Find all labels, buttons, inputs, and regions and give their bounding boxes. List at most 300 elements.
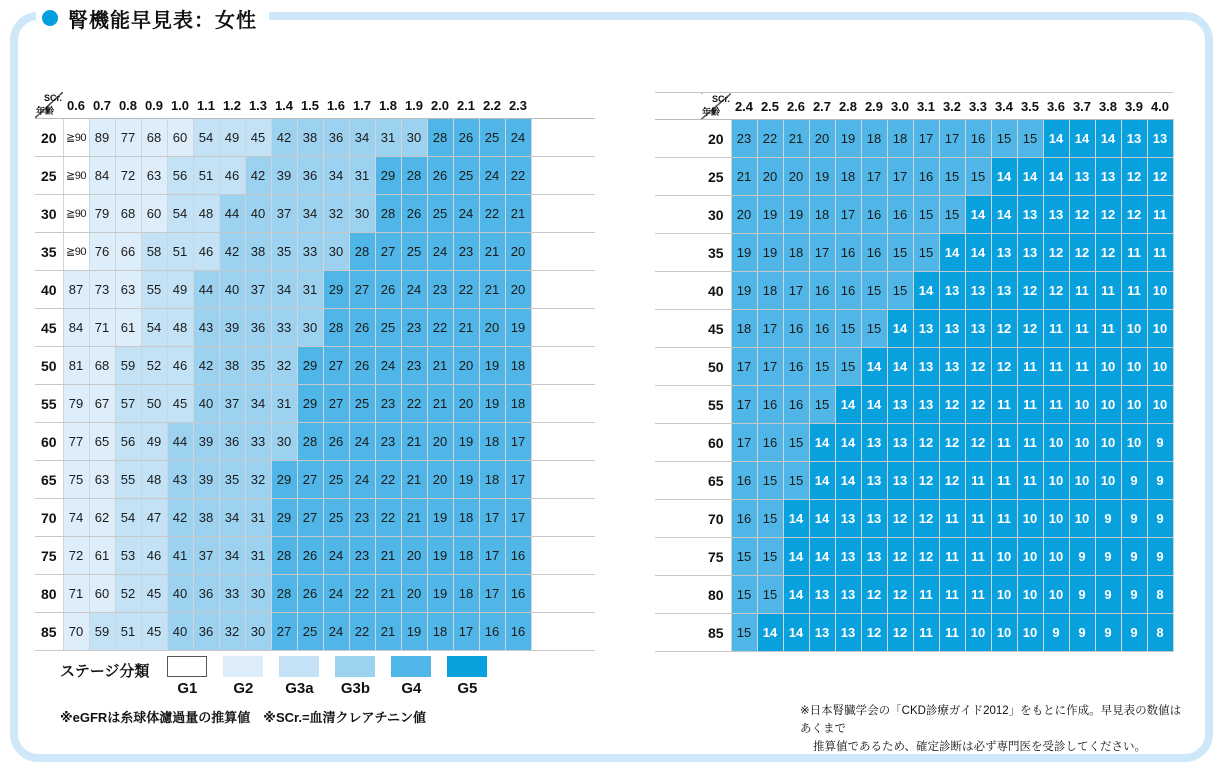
egfr-cell: 28	[271, 575, 297, 613]
table-row	[35, 347, 595, 385]
egfr-cell: 14	[991, 158, 1017, 196]
egfr-cell: 52	[141, 347, 167, 385]
egfr-cell: 15	[835, 310, 861, 348]
egfr-cell: 11	[1095, 310, 1121, 348]
egfr-cell: 34	[323, 157, 349, 195]
egfr-cell: 14	[861, 386, 887, 424]
egfr-cell: 22	[375, 499, 401, 537]
egfr-cell: 35	[271, 233, 297, 271]
egfr-cell: 18	[453, 499, 479, 537]
egfr-cell: 13	[835, 538, 861, 576]
egfr-cell: 25	[375, 309, 401, 347]
age-label: 35	[35, 233, 63, 271]
egfr-cell: 15	[1017, 120, 1043, 158]
egfr-cell: 13	[1017, 196, 1043, 234]
table-row	[35, 461, 595, 499]
egfr-cell: 13	[1069, 158, 1095, 196]
egfr-cell: 10	[1147, 386, 1173, 424]
scr-column-header: 3.6	[1043, 93, 1069, 120]
egfr-cell: 11	[1043, 348, 1069, 386]
egfr-cell: 18	[835, 158, 861, 196]
scr-column-header: 3.8	[1095, 93, 1121, 120]
scr-column-header: 1.9	[401, 92, 427, 119]
table-row	[655, 386, 1173, 424]
row-extension-line	[531, 423, 595, 461]
egfr-cell: 21	[731, 158, 757, 196]
egfr-cell: 13	[861, 500, 887, 538]
egfr-cell: 11	[1017, 348, 1043, 386]
egfr-cell: 32	[245, 461, 271, 499]
egfr-cell: 40	[245, 195, 271, 233]
egfr-cell: 15	[965, 158, 991, 196]
egfr-cell: 11	[939, 614, 965, 652]
egfr-cell: 21	[401, 423, 427, 461]
age-label: 30	[701, 196, 731, 234]
table-row	[655, 120, 1173, 158]
egfr-cell: 18	[505, 347, 531, 385]
egfr-cell: 11	[939, 500, 965, 538]
scr-column-header: 0.7	[89, 92, 115, 119]
egfr-cell: 18	[453, 537, 479, 575]
scr-column-header: 3.5	[1017, 93, 1043, 120]
egfr-cell: 20	[809, 120, 835, 158]
egfr-cell: 63	[115, 271, 141, 309]
egfr-cell: 23	[427, 271, 453, 309]
egfr-cell: 14	[913, 272, 939, 310]
scr-column-header: 2.2	[479, 92, 505, 119]
egfr-cell: 12	[887, 614, 913, 652]
egfr-cell: 10	[1121, 348, 1147, 386]
egfr-cell: 46	[167, 347, 193, 385]
egfr-cell: 15	[939, 196, 965, 234]
table-row	[35, 233, 595, 271]
egfr-cell: 56	[115, 423, 141, 461]
egfr-cell: 15	[783, 424, 809, 462]
egfr-cell: 11	[991, 462, 1017, 500]
egfr-cell: 10	[1069, 424, 1095, 462]
egfr-cell: 11	[1147, 234, 1173, 272]
legend-swatch-g5	[447, 656, 487, 677]
egfr-lookup-table	[35, 92, 595, 651]
age-label: 25	[701, 158, 731, 196]
egfr-cell: 10	[965, 614, 991, 652]
egfr-cell: 18	[757, 272, 783, 310]
egfr-cell: 14	[757, 614, 783, 652]
legend-label-g4: G4	[401, 680, 422, 697]
egfr-cell: 16	[783, 310, 809, 348]
egfr-cell: 61	[115, 309, 141, 347]
egfr-cell: 34	[219, 537, 245, 575]
egfr-cell: 15	[913, 234, 939, 272]
egfr-cell: 13	[913, 310, 939, 348]
egfr-cell: 14	[783, 500, 809, 538]
row-extension-line	[655, 120, 701, 158]
egfr-cell: 35	[245, 347, 271, 385]
egfr-cell: 72	[115, 157, 141, 195]
egfr-cell: 11	[1095, 272, 1121, 310]
egfr-cell: 9	[1069, 614, 1095, 652]
egfr-cell: 33	[245, 423, 271, 461]
row-extension-line	[655, 614, 701, 652]
egfr-cell: 10	[1043, 462, 1069, 500]
egfr-cell: 37	[271, 195, 297, 233]
egfr-cell: 19	[783, 196, 809, 234]
egfr-cell: 11	[1017, 424, 1043, 462]
egfr-cell: 45	[141, 613, 167, 651]
egfr-cell: 11	[913, 576, 939, 614]
egfr-cell: 40	[167, 575, 193, 613]
egfr-cell: 11	[1043, 386, 1069, 424]
row-extension-line	[531, 499, 595, 537]
egfr-cell: 18	[887, 120, 913, 158]
table-row	[655, 538, 1173, 576]
egfr-cell: 21	[783, 120, 809, 158]
row-extension-line	[655, 310, 701, 348]
egfr-cell: 17	[757, 310, 783, 348]
row-extension-line	[655, 576, 701, 614]
egfr-cell: 15	[913, 196, 939, 234]
legend-label-g2: G2	[233, 680, 254, 697]
egfr-cell: 14	[965, 234, 991, 272]
egfr-cell: 31	[271, 385, 297, 423]
egfr-cell: 12	[991, 310, 1017, 348]
row-extension-line	[655, 272, 701, 310]
egfr-cell: 14	[939, 234, 965, 272]
egfr-cell: 16	[913, 158, 939, 196]
egfr-cell: 17	[505, 423, 531, 461]
egfr-cell: 15	[757, 538, 783, 576]
egfr-cell: 15	[757, 500, 783, 538]
egfr-cell: 29	[375, 157, 401, 195]
stage-legend-items	[167, 656, 503, 697]
egfr-cell: 28	[375, 195, 401, 233]
egfr-cell: 28	[271, 537, 297, 575]
egfr-cell: 23	[401, 309, 427, 347]
egfr-cell: 45	[141, 575, 167, 613]
egfr-cell: 14	[965, 196, 991, 234]
egfr-cell: 13	[939, 348, 965, 386]
egfr-cell: 13	[965, 310, 991, 348]
egfr-cell: 13	[809, 614, 835, 652]
egfr-cell: 59	[89, 613, 115, 651]
egfr-cell: 12	[1147, 158, 1173, 196]
row-extension-line	[531, 575, 595, 613]
egfr-cell: 17	[505, 461, 531, 499]
egfr-cell: 49	[141, 423, 167, 461]
egfr-cell: 66	[115, 233, 141, 271]
egfr-cell: 20	[757, 158, 783, 196]
egfr-cell: 13	[1095, 158, 1121, 196]
egfr-cell: 9	[1043, 614, 1069, 652]
egfr-cell: 23	[731, 120, 757, 158]
egfr-cell: 54	[115, 499, 141, 537]
egfr-cell: 22	[401, 385, 427, 423]
egfr-cell: 17	[809, 234, 835, 272]
egfr-cell: 62	[89, 499, 115, 537]
egfr-cell: 17	[453, 613, 479, 651]
egfr-cell: 21	[479, 271, 505, 309]
egfr-cell: 25	[297, 613, 323, 651]
egfr-cell: 14	[1043, 120, 1069, 158]
egfr-cell: 28	[427, 119, 453, 157]
egfr-cell: 12	[1017, 272, 1043, 310]
egfr-cell: 20	[427, 423, 453, 461]
egfr-cell: 54	[167, 195, 193, 233]
egfr-cell: 42	[245, 157, 271, 195]
egfr-cell: 10	[1147, 310, 1173, 348]
legend-item-g4	[391, 656, 431, 697]
egfr-cell: 24	[349, 423, 375, 461]
egfr-cell: 48	[193, 195, 219, 233]
egfr-cell: 21	[427, 385, 453, 423]
legend-item-g3b	[335, 656, 375, 697]
table-row	[655, 272, 1173, 310]
row-extension-line	[531, 92, 595, 119]
egfr-cell: 9	[1121, 500, 1147, 538]
egfr-cell: 22	[375, 461, 401, 499]
egfr-cell: 15	[861, 272, 887, 310]
egfr-cell: 30	[297, 309, 323, 347]
egfr-cell: 16	[783, 386, 809, 424]
egfr-cell: 72	[63, 537, 89, 575]
scr-column-header: 1.8	[375, 92, 401, 119]
page-title	[36, 0, 269, 36]
egfr-cell: 22	[453, 271, 479, 309]
age-label: 70	[35, 499, 63, 537]
scr-column-header: 3.1	[913, 93, 939, 120]
egfr-cell: 40	[219, 271, 245, 309]
egfr-cell: 31	[349, 157, 375, 195]
egfr-cell: ≧90	[63, 119, 89, 157]
scr-column-header: 1.0	[167, 92, 193, 119]
egfr-cell: 30	[349, 195, 375, 233]
egfr-cell: 40	[167, 613, 193, 651]
age-label: 70	[701, 500, 731, 538]
egfr-cell: 11	[1069, 310, 1095, 348]
page-title-text: 腎機能早見表：女性	[68, 9, 257, 32]
egfr-cell: 22	[505, 157, 531, 195]
legend-item-g1	[167, 656, 207, 697]
egfr-cell: 28	[349, 233, 375, 271]
egfr-cell: 28	[323, 309, 349, 347]
egfr-cell: 12	[965, 348, 991, 386]
age-label: 20	[701, 120, 731, 158]
age-label: 50	[35, 347, 63, 385]
egfr-cell: 14	[809, 424, 835, 462]
egfr-cell: 21	[375, 537, 401, 575]
egfr-cell: 13	[1147, 120, 1173, 158]
scr-column-header: 3.0	[887, 93, 913, 120]
egfr-cell: 37	[193, 537, 219, 575]
egfr-cell: 12	[1043, 234, 1069, 272]
age-label: 80	[35, 575, 63, 613]
egfr-cell: 11	[965, 500, 991, 538]
egfr-cell: 10	[991, 614, 1017, 652]
egfr-cell: 10	[1069, 386, 1095, 424]
egfr-cell: 84	[89, 157, 115, 195]
egfr-cell: 12	[913, 500, 939, 538]
egfr-cell: 18	[809, 196, 835, 234]
egfr-cell: 17	[835, 196, 861, 234]
egfr-cell: 79	[63, 385, 89, 423]
table-row	[35, 613, 595, 651]
table-row	[655, 614, 1173, 652]
table-row	[655, 310, 1173, 348]
egfr-cell: 11	[1069, 272, 1095, 310]
egfr-cell: 37	[245, 271, 271, 309]
egfr-cell: 21	[401, 499, 427, 537]
egfr-cell: 15	[731, 614, 757, 652]
egfr-cell: 51	[167, 233, 193, 271]
egfr-cell: 11	[991, 424, 1017, 462]
egfr-cell: 14	[887, 348, 913, 386]
egfr-cell: 27	[375, 233, 401, 271]
egfr-cell: 35	[219, 461, 245, 499]
egfr-cell: 13	[913, 348, 939, 386]
egfr-cell: 36	[323, 119, 349, 157]
egfr-cell: 11	[991, 500, 1017, 538]
row-extension-line	[531, 347, 595, 385]
egfr-cell: 14	[783, 538, 809, 576]
egfr-cell: 10	[1043, 576, 1069, 614]
egfr-cell: 13	[887, 424, 913, 462]
egfr-cell: 44	[193, 271, 219, 309]
egfr-cell: 30	[245, 575, 271, 613]
egfr-cell: 9	[1147, 538, 1173, 576]
table-row	[35, 499, 595, 537]
egfr-cell: 14	[991, 196, 1017, 234]
egfr-cell: 14	[809, 462, 835, 500]
egfr-cell: 25	[453, 157, 479, 195]
egfr-cell: 63	[141, 157, 167, 195]
scr-column-header: 0.6	[63, 92, 89, 119]
table-row	[35, 119, 595, 157]
egfr-cell: 30	[271, 423, 297, 461]
egfr-cell: 15	[757, 576, 783, 614]
egfr-cell: 19	[479, 347, 505, 385]
egfr-cell: 10	[1017, 614, 1043, 652]
egfr-cell: 36	[193, 575, 219, 613]
egfr-cell: 23	[375, 423, 401, 461]
egfr-cell: 54	[193, 119, 219, 157]
egfr-cell: 22	[757, 120, 783, 158]
age-label: 60	[35, 423, 63, 461]
scr-column-header: 3.7	[1069, 93, 1095, 120]
egfr-cell: 13	[991, 234, 1017, 272]
egfr-cell: 10	[1069, 462, 1095, 500]
row-extension-line	[655, 500, 701, 538]
footnote-source	[800, 703, 1190, 756]
table-row	[35, 575, 595, 613]
egfr-cell: 16	[505, 613, 531, 651]
egfr-cell: 49	[219, 119, 245, 157]
egfr-cell: 39	[193, 461, 219, 499]
egfr-cell: 22	[427, 309, 453, 347]
egfr-cell: 24	[505, 119, 531, 157]
scr-column-header: 2.6	[783, 93, 809, 120]
scr-column-header: 2.9	[861, 93, 887, 120]
egfr-cell: 11	[1069, 348, 1095, 386]
egfr-cell: 21	[375, 613, 401, 651]
egfr-cell: 9	[1095, 614, 1121, 652]
legend-label-g5: G5	[457, 680, 478, 697]
age-label: 20	[35, 119, 63, 157]
egfr-cell: 38	[245, 233, 271, 271]
age-axis-label: 年齢	[36, 106, 55, 116]
row-extension-line	[531, 461, 595, 499]
egfr-cell: 67	[89, 385, 115, 423]
egfr-cell: 11	[991, 386, 1017, 424]
egfr-cell: 34	[349, 119, 375, 157]
corner-header-scr-age	[701, 93, 731, 120]
egfr-cell: 26	[323, 423, 349, 461]
egfr-cell: 18	[479, 461, 505, 499]
egfr-cell: 25	[401, 233, 427, 271]
egfr-cell: 10	[1121, 424, 1147, 462]
egfr-cell: 33	[271, 309, 297, 347]
egfr-cell: 26	[297, 537, 323, 575]
egfr-cell: 17	[887, 158, 913, 196]
egfr-cell: 38	[219, 347, 245, 385]
egfr-cell: 9	[1121, 576, 1147, 614]
egfr-cell: 21	[479, 233, 505, 271]
egfr-cell: 14	[809, 538, 835, 576]
egfr-cell: 14	[861, 348, 887, 386]
egfr-cell: 15	[887, 272, 913, 310]
egfr-cell: 9	[1121, 614, 1147, 652]
row-extension-line	[531, 119, 595, 157]
legend-swatch-g2	[223, 656, 263, 677]
egfr-cell: 24	[349, 461, 375, 499]
egfr-cell: 11	[1121, 272, 1147, 310]
egfr-cell: 9	[1095, 538, 1121, 576]
egfr-cell: 27	[297, 461, 323, 499]
egfr-cell: 48	[141, 461, 167, 499]
egfr-cell: 17	[913, 120, 939, 158]
egfr-cell: 17	[479, 499, 505, 537]
egfr-cell: 29	[297, 347, 323, 385]
egfr-cell: 12	[939, 462, 965, 500]
egfr-cell: 18	[427, 613, 453, 651]
age-label: 40	[35, 271, 63, 309]
egfr-cell: 49	[167, 271, 193, 309]
egfr-cell: 13	[887, 386, 913, 424]
scr-column-header: 4.0	[1147, 93, 1173, 120]
egfr-cell: 31	[245, 499, 271, 537]
egfr-cell: 9	[1069, 576, 1095, 614]
egfr-cell: 31	[375, 119, 401, 157]
row-extension-line	[655, 234, 701, 272]
egfr-cell: 15	[809, 348, 835, 386]
egfr-cell: 29	[323, 271, 349, 309]
row-extension-line	[655, 386, 701, 424]
bullet-icon	[42, 10, 58, 26]
egfr-cell: 39	[193, 423, 219, 461]
egfr-cell: 68	[89, 347, 115, 385]
egfr-cell: 12	[861, 614, 887, 652]
legend-label-g3a: G3a	[285, 680, 314, 697]
age-label: 75	[35, 537, 63, 575]
egfr-cell: 46	[141, 537, 167, 575]
age-label: 85	[35, 613, 63, 651]
egfr-lookup-table	[655, 92, 1174, 652]
egfr-cell: 73	[89, 271, 115, 309]
table-row	[35, 537, 595, 575]
scr-column-header: 1.3	[245, 92, 271, 119]
table-row	[655, 348, 1173, 386]
scr-column-header: 2.1	[453, 92, 479, 119]
egfr-cell: 42	[193, 347, 219, 385]
